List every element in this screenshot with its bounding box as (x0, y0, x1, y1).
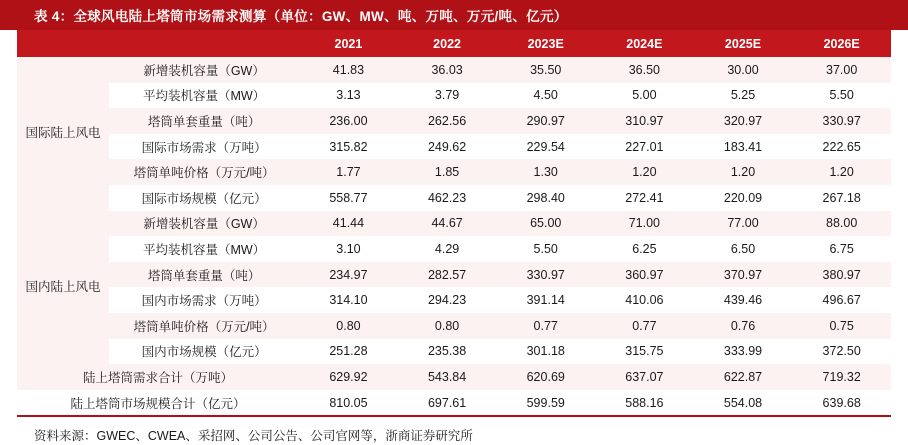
cell-value: 3.79 (398, 83, 497, 109)
table-header-row (17, 30, 891, 57)
cell-value: 496.67 (792, 287, 891, 313)
cell-value: 37.00 (792, 57, 891, 83)
cell-value: 622.87 (694, 364, 793, 390)
cell-value: 639.68 (792, 390, 891, 416)
cell-value: 1.20 (792, 159, 891, 185)
table-bottom-rule (17, 415, 891, 417)
row-label: 塔筒单套重量（吨） (109, 108, 299, 134)
cell-value: 0.80 (299, 313, 398, 339)
cell-value: 6.25 (595, 236, 694, 262)
row-label: 新增装机容量（GW） (109, 57, 299, 83)
cell-value: 267.18 (792, 185, 891, 211)
cell-value: 235.38 (398, 339, 497, 365)
row-label: 国内市场规模（亿元） (109, 339, 299, 365)
row-label: 塔筒单套重量（吨） (109, 262, 299, 288)
column-header-2024e: 2024E (595, 30, 694, 57)
cell-value: 5.50 (792, 83, 891, 109)
cell-value: 3.13 (299, 83, 398, 109)
cell-value: 330.97 (496, 262, 595, 288)
column-header-2021: 2021 (299, 30, 398, 57)
cell-value: 588.16 (595, 390, 694, 416)
cell-value: 30.00 (694, 57, 793, 83)
cell-value: 370.97 (694, 262, 793, 288)
cell-value: 637.07 (595, 364, 694, 390)
cell-value: 0.77 (595, 313, 694, 339)
table-row (17, 185, 891, 211)
cell-value: 294.23 (398, 287, 497, 313)
cell-value: 0.80 (398, 313, 497, 339)
table-row (17, 108, 891, 134)
cell-value: 810.05 (299, 390, 398, 416)
cell-value: 439.46 (694, 287, 793, 313)
column-header-2026e: 2026E (792, 30, 891, 57)
cell-value: 5.25 (694, 83, 793, 109)
cell-value: 0.76 (694, 313, 793, 339)
table-body (17, 57, 891, 415)
row-label: 平均装机容量（MW） (109, 236, 299, 262)
cell-value: 44.67 (398, 211, 497, 237)
cell-value: 4.29 (398, 236, 497, 262)
cell-value: 5.00 (595, 83, 694, 109)
cell-value: 314.10 (299, 287, 398, 313)
cell-value: 543.84 (398, 364, 497, 390)
table-row (17, 211, 891, 237)
cell-value: 0.75 (792, 313, 891, 339)
cell-value: 1.20 (595, 159, 694, 185)
cell-value: 65.00 (496, 211, 595, 237)
table-header (17, 30, 891, 57)
table-row (17, 287, 891, 313)
cell-value: 391.14 (496, 287, 595, 313)
cell-value: 333.99 (694, 339, 793, 365)
market-forecast-table (17, 30, 891, 415)
cell-value: 41.83 (299, 57, 398, 83)
cell-value: 360.97 (595, 262, 694, 288)
column-header-2022: 2022 (398, 30, 497, 57)
cell-value: 599.59 (496, 390, 595, 416)
cell-value: 1.77 (299, 159, 398, 185)
cell-value: 558.77 (299, 185, 398, 211)
cell-value: 1.85 (398, 159, 497, 185)
column-header-metric (109, 30, 299, 57)
cell-value: 372.50 (792, 339, 891, 365)
row-label: 国内市场需求（万吨） (109, 287, 299, 313)
row-group-label-international: 国际陆上风电 (17, 57, 109, 211)
cell-value: 315.75 (595, 339, 694, 365)
table-row (17, 134, 891, 160)
cell-value: 71.00 (595, 211, 694, 237)
cell-value: 1.30 (496, 159, 595, 185)
table-row (17, 236, 891, 262)
cell-value: 6.75 (792, 236, 891, 262)
column-header-2025e: 2025E (694, 30, 793, 57)
cell-value: 697.61 (398, 390, 497, 416)
cell-value: 410.06 (595, 287, 694, 313)
cell-value: 229.54 (496, 134, 595, 160)
table-row (17, 83, 891, 109)
cell-value: 236.00 (299, 108, 398, 134)
cell-value: 272.41 (595, 185, 694, 211)
row-label: 塔筒单吨价格（万元/吨） (109, 313, 299, 339)
cell-value: 36.50 (595, 57, 694, 83)
table-row (17, 364, 891, 390)
cell-value: 41.44 (299, 211, 398, 237)
cell-value: 6.50 (694, 236, 793, 262)
cell-value: 719.32 (792, 364, 891, 390)
table-row (17, 390, 891, 416)
row-label: 塔筒单吨价格（万元/吨） (109, 159, 299, 185)
cell-value: 4.50 (496, 83, 595, 109)
column-header-group (17, 30, 109, 57)
table-row (17, 313, 891, 339)
row-label-total-market-size: 陆上塔筒市场规模合计（亿元） (17, 390, 299, 416)
cell-value: 88.00 (792, 211, 891, 237)
cell-value: 330.97 (792, 108, 891, 134)
cell-value: 629.92 (299, 364, 398, 390)
cell-value: 320.97 (694, 108, 793, 134)
table-row (17, 159, 891, 185)
cell-value: 234.97 (299, 262, 398, 288)
cell-value: 3.10 (299, 236, 398, 262)
cell-value: 301.18 (496, 339, 595, 365)
cell-value: 380.97 (792, 262, 891, 288)
row-label: 国际市场规模（亿元） (109, 185, 299, 211)
row-group-label-domestic: 国内陆上风电 (17, 211, 109, 365)
cell-value: 620.69 (496, 364, 595, 390)
row-label-total-demand: 陆上塔筒需求合计（万吨） (17, 364, 299, 390)
cell-value: 227.01 (595, 134, 694, 160)
cell-value: 222.65 (792, 134, 891, 160)
cell-value: 77.00 (694, 211, 793, 237)
row-label: 国际市场需求（万吨） (109, 134, 299, 160)
cell-value: 251.28 (299, 339, 398, 365)
cell-value: 5.50 (496, 236, 595, 262)
source-note: 资料来源：GWEC、CWEA、采招网、公司公告、公司官网等，浙商证券研究所 (34, 429, 473, 444)
cell-value: 262.56 (398, 108, 497, 134)
cell-value: 290.97 (496, 108, 595, 134)
figure-title-bar (0, 0, 908, 30)
cell-value: 0.77 (496, 313, 595, 339)
table-row (17, 339, 891, 365)
column-header-2023e: 2023E (496, 30, 595, 57)
table-row (17, 57, 891, 83)
cell-value: 35.50 (496, 57, 595, 83)
cell-value: 554.08 (694, 390, 793, 416)
cell-value: 220.09 (694, 185, 793, 211)
cell-value: 36.03 (398, 57, 497, 83)
cell-value: 183.41 (694, 134, 793, 160)
cell-value: 249.62 (398, 134, 497, 160)
row-label: 新增装机容量（GW） (109, 211, 299, 237)
cell-value: 462.23 (398, 185, 497, 211)
cell-value: 1.20 (694, 159, 793, 185)
cell-value: 315.82 (299, 134, 398, 160)
cell-value: 282.57 (398, 262, 497, 288)
row-label: 平均装机容量（MW） (109, 83, 299, 109)
table-row (17, 262, 891, 288)
figure-title: 表 4：全球风电陆上塔筒市场需求测算（单位：GW、MW、吨、万吨、万元/吨、亿元） (34, 9, 568, 24)
cell-value: 298.40 (496, 185, 595, 211)
cell-value: 310.97 (595, 108, 694, 134)
